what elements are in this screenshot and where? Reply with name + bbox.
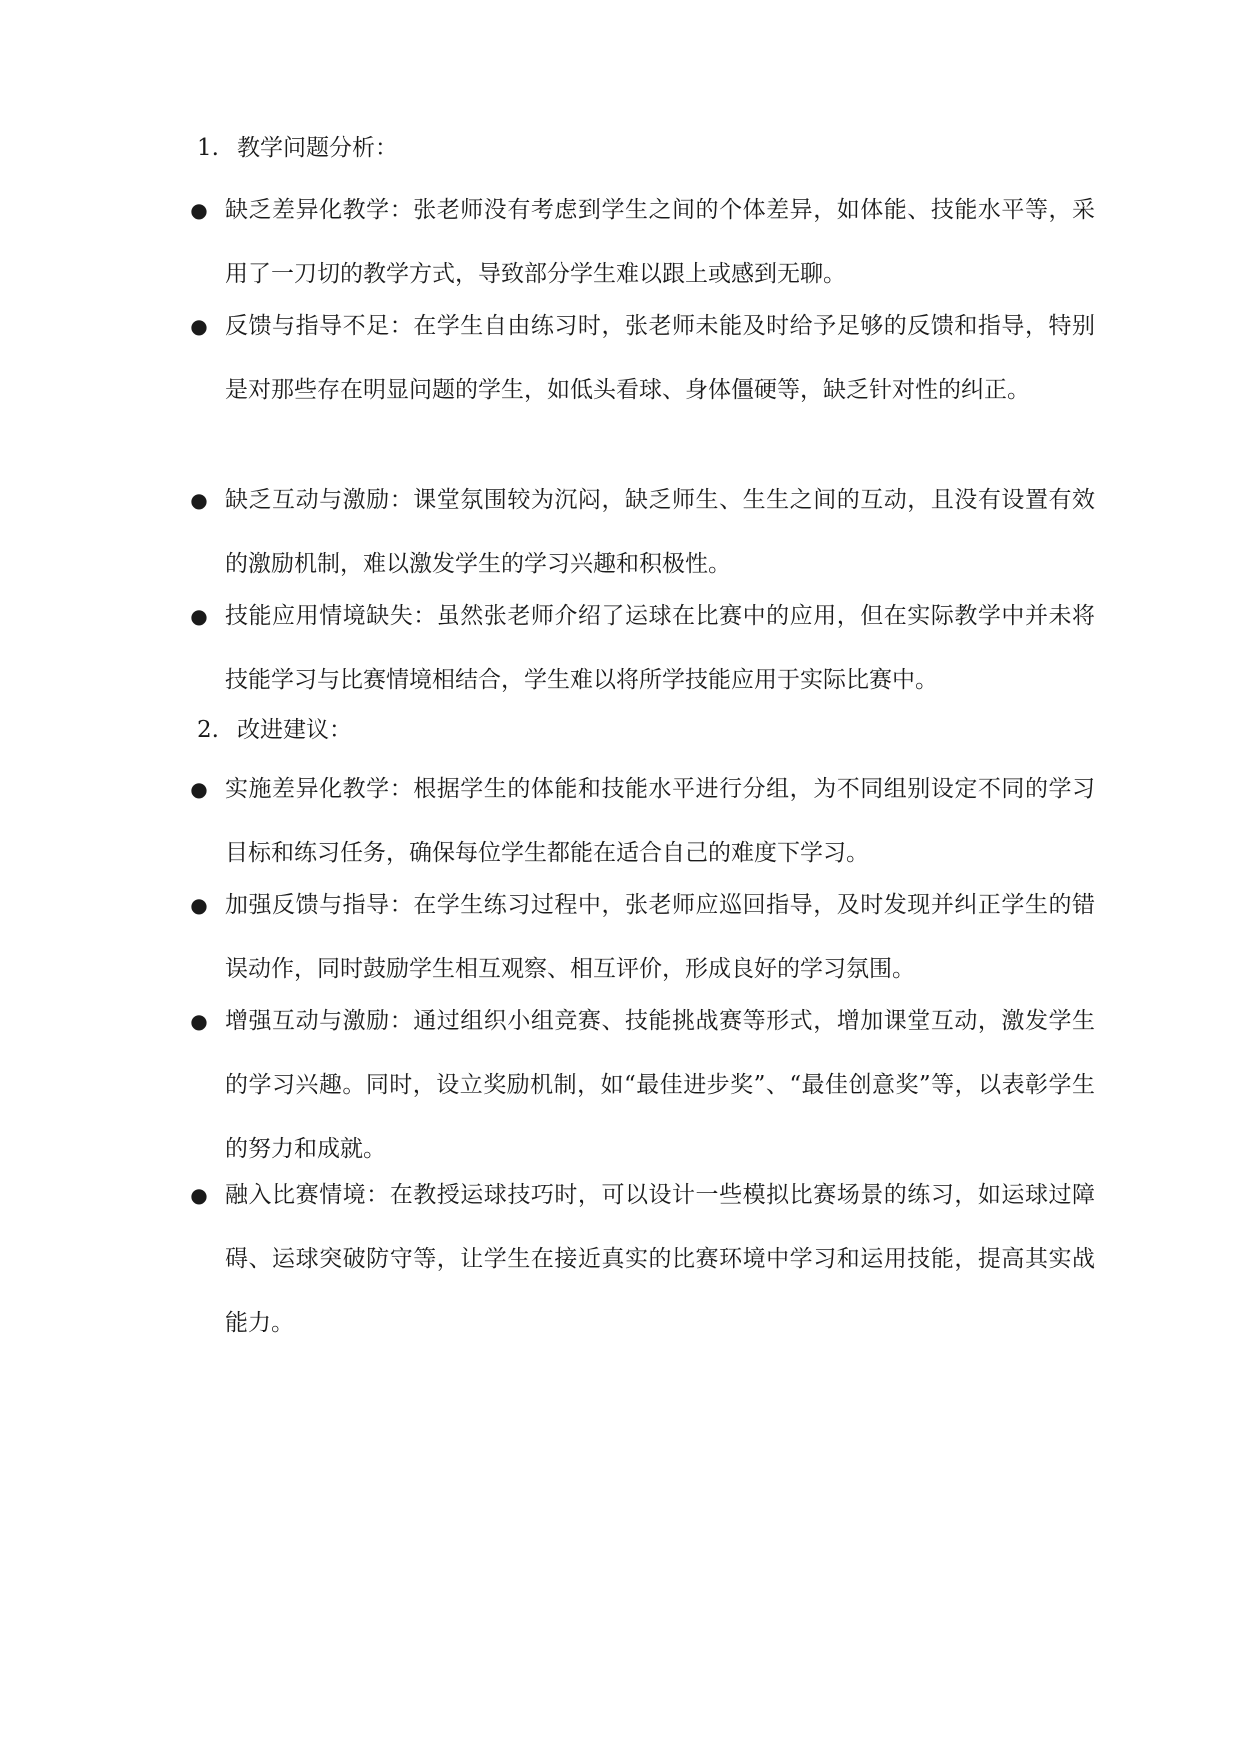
section-heading bbox=[197, 133, 398, 163]
section-title: 教学问题分析： bbox=[237, 135, 398, 161]
bullet-icon: ● bbox=[190, 777, 208, 801]
bullet-icon: ● bbox=[190, 488, 208, 512]
list-item bbox=[190, 989, 1095, 1181]
list-item-text: 加强反馈与指导：在学生练习过程中，张老师应巡回指导，及时发现并纠正学生的错误动作，同时鼓励学生相互观察、相互评价，形成良好的学习氛围。 bbox=[225, 892, 1095, 982]
bullet-icon: ● bbox=[190, 604, 208, 628]
list-item bbox=[190, 584, 1095, 712]
list-item bbox=[190, 178, 1095, 306]
bullet-icon: ● bbox=[190, 198, 208, 222]
bullet-icon: ● bbox=[190, 314, 208, 338]
list-item bbox=[190, 757, 1095, 885]
section-heading bbox=[197, 715, 352, 745]
section-number: 1. bbox=[197, 135, 219, 161]
list-item-text: 反馈与指导不足：在学生自由练习时，张老师未能及时给予足够的反馈和指导，特别是对那些存在明显问题的学生，如低头看球、身体僵硬等，缺乏针对性的纠正。 bbox=[225, 313, 1095, 403]
list-item-text: 增强互动与激励：通过组织小组竞赛、技能挑战赛等形式，增加课堂互动，激发学生的学习兴趣。同时，设立奖励机制，如“最佳进步奖”、“最佳创意奖”等，以表彰学生的努力和成就。 bbox=[225, 1008, 1095, 1162]
list-item-text: 缺乏互动与激励：课堂氛围较为沉闷，缺乏师生、生生之间的互动，且没有设置有效的激励机制，难以激发学生的学习兴趣和积极性。 bbox=[225, 487, 1095, 577]
list-item bbox=[190, 294, 1095, 422]
list-item-text: 实施差异化教学：根据学生的体能和技能水平进行分组，为不同组别设定不同的学习目标和练习任务，确保每位学生都能在适合自己的难度下学习。 bbox=[225, 776, 1095, 866]
list-item-text: 技能应用情境缺失：虽然张老师介绍了运球在比赛中的应用，但在实际教学中并未将技能学习与比赛情境相结合，学生难以将所学技能应用于实际比赛中。 bbox=[225, 603, 1095, 693]
list-item-text: 融入比赛情境：在教授运球技巧时，可以设计一些模拟比赛场景的练习，如运球过障碍、运球突破防守等，让学生在接近真实的比赛环境中学习和运用技能，提高其实战能力。 bbox=[225, 1182, 1095, 1336]
section-title: 改进建议： bbox=[237, 717, 352, 743]
bullet-icon: ● bbox=[190, 1183, 208, 1207]
list-item-text: 缺乏差异化教学：张老师没有考虑到学生之间的个体差异，如体能、技能水平等，采用了一刀切的教学方式，导致部分学生难以跟上或感到无聊。 bbox=[225, 197, 1095, 287]
bullet-icon: ● bbox=[190, 893, 208, 917]
list-item bbox=[190, 873, 1095, 1001]
bullet-icon: ● bbox=[190, 1009, 208, 1033]
section-number: 2. bbox=[197, 717, 219, 743]
list-item bbox=[190, 1163, 1095, 1355]
list-item bbox=[190, 468, 1095, 596]
